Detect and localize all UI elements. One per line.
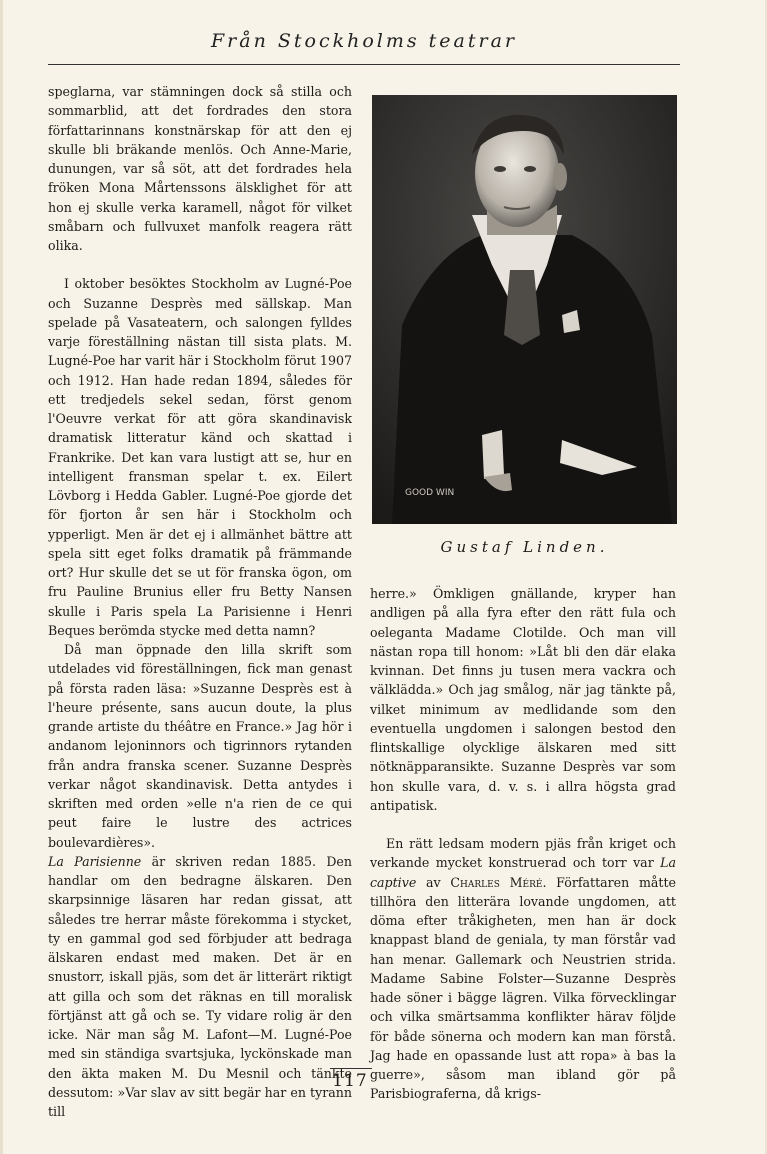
paragraph-2: I oktober besöktes Stockholm av Lugné-Poe och Suzanne Desprès med sällskap. Man spelade på Vasateatern, och salongen fylldes varje föreställning nästan till sista plats. M. Lugné-Poe har varit här i Stockholm förut 1907 och 1912. Han hade redan 1894, således för ett tredjedels sekel sedan, först genom l'Oeuvre verkat för att göra skandinavisk dramatisk litteratur känd och skattad i Frankrike. Det kan vara lustigt att se, hur en intelligent fransman spelar t. ex. Eilert Lövborg i Hedda Gabler. Lugné-Poe gjorde det för fjorton år sen här i Stockholm och ypperligt. Men är det ej i allmänhet bättre att spela sitt eget folks dramatik på främmande ort? Hur skulle det se ut för franska ögon, om fru Pauline Brunius eller fru Betty Nansen skulle i Paris spela La Parisienne i Henri Beques berömda stycke med detta namn? bbox=[48, 276, 352, 638]
portrait-illustration bbox=[372, 95, 677, 524]
left-column bbox=[48, 82, 352, 1121]
captive-title: La captive bbox=[370, 855, 676, 890]
page-number: 117 bbox=[332, 1071, 368, 1091]
paragraph-1: speglarna, var stämningen dock så stilla och sommarblid, att det fordrades den stora författarinnans konstnärskap för att den ej skulle bli bräkande menlös. Och Anne-Marie, dunungen, var så söt, att det fordrades hela fröken Mona Mårtenssons älsklighet för att hon ej skulle verka karamell, något för vilket småbarn och fullvuxet manfolk reagera rätt olika. bbox=[48, 84, 352, 253]
right-paragraph-1: herre.» Ömkligen gnällande, kryper han andligen på alla fyra efter den rätt fula och oeleganta Madame Clotilde. Och man vill nästan ropa till honom: »Låt bli den där elaka kvinnan. Det finns ju tusen mera vackra och välklädda.» Och jag smålog, när jag tänkte på, vilket minimum av medlidande som den eventuella ungdomen i salongen bestod den flintskallige olycklige älskaren med sitt nötknäpparansikte. Suzanne Desprès var som hon skulle vara, d. v. s. i allra högsta grad antipatisk. bbox=[370, 586, 676, 813]
right-paragraph-2-rest: . Författaren måtte tillhöra den litterära lovande ungdomen, att döma efter tråkigheten, men han är dock knappast bland de geniala, ty man förstår vad han menar. Gallemark och Neustrien strida. Madame Sabine Folster—Suzanne Desprès hade söner i bägge lägren. Vilka förvecklingar och vilka smärtsamma konflikter härav följde för både sönerna och modern kan man förstå. Jag hade en opassande lust att ropa» à bas la guerre», såsom man ibland gör på Parisbiograferna, då krigs- bbox=[370, 874, 676, 1102]
header-rule bbox=[48, 64, 680, 65]
paragraph-3: Då man öppnade den lilla skrift som utdelades vid föreställningen, fick man genast på första raden läsa: »Suzanne Desprès est à l'heure présente, sans aucun doute, la plus grande artiste du théâtre en France.» Jag hör i andanom lejoninnors och tigrinnors rytanden från andra franska scener. Suzanne Desprès verkar något skandinavisk. Detta antydes i skriften med orden »elle n'a rien de ce qui peut faire le lustre des actrices boulevardières». bbox=[48, 642, 352, 850]
author-name: Charles Méré bbox=[450, 874, 543, 890]
right-paragraph-2 bbox=[370, 834, 676, 1104]
right-paragraph-2-lead: En rätt ledsam modern pjäs från kriget och verkande mycket konstruerad och torr var bbox=[370, 836, 676, 871]
paragraph-4-text: är skriven redan 1885. Den handlar om den bedragne älskaren. Den skarpsinnige läsaren har redan gissat, att således tre herrar måste förekomma i stycket, ty en gammal god sed förbjuder att bedraga älskaren endast med maken. Det är en snustorr, iskall pjäs, som det är litterärt riktigt att gilla och som det räknas en till moralisk förtjänst att gå och se. Ty vidare rolig är den icke. När man såg M. Lafont—M. Lugné-Poe med sin ständiga svartsjuka, lyckönskade man den äkta maken M. Du Mesnil och tänkte dessutom: »Var slav av sitt begär har en tyrann till bbox=[48, 853, 352, 1119]
photo-caption: Gustaf Linden. bbox=[440, 538, 609, 556]
portrait-photo bbox=[372, 95, 677, 524]
by-word: av bbox=[426, 874, 441, 890]
folio-rule bbox=[330, 1068, 372, 1069]
running-head: Från Stockholms teatrar bbox=[210, 30, 517, 52]
photographer-signature: GOOD WIN bbox=[405, 488, 455, 498]
right-column bbox=[370, 584, 676, 1104]
play-title: La Parisienne bbox=[48, 853, 142, 869]
